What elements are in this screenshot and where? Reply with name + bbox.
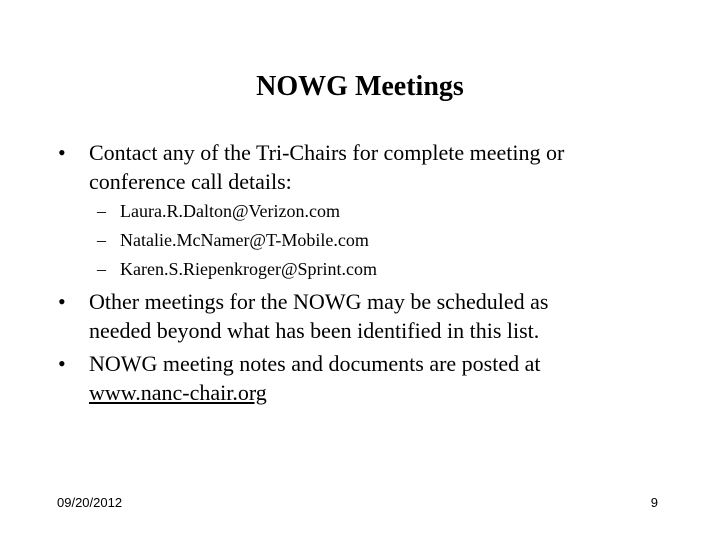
- bullet-contact-tri-chairs: [58, 138, 658, 196]
- bullet-text-line: Contact any of the Tri-Chairs for complete meeting or: [89, 140, 565, 165]
- dash-marker: –: [97, 201, 106, 221]
- page-number: 9: [650, 495, 658, 510]
- bullet-meeting-notes: [58, 349, 658, 407]
- contact-item-riepenkroger: [97, 258, 377, 280]
- contact-email: Laura.R.Dalton@Verizon.com: [120, 201, 341, 221]
- bullet-text-line: conference call details:: [89, 169, 292, 194]
- bullet-text-line: Other meetings for the NOWG may be scheduled as: [89, 289, 549, 314]
- contact-email: Natalie.McNamer@T-Mobile.com: [120, 230, 369, 250]
- contact-email: Karen.S.Riepenkroger@Sprint.com: [120, 259, 378, 279]
- bullet-other-meetings: [58, 287, 658, 345]
- dash-marker: –: [97, 259, 106, 279]
- slide-title: NOWG Meetings: [256, 71, 464, 102]
- bullet-text-line: NOWG meeting notes and documents are posted at: [89, 351, 541, 376]
- nanc-chair-link[interactable]: www.nanc-chair.org: [89, 380, 267, 405]
- bullet-marker: •: [58, 140, 66, 165]
- contact-item-dalton: [97, 200, 340, 222]
- dash-marker: –: [97, 230, 106, 250]
- bullet-text-line: needed beyond what has been identified in this list.: [89, 318, 540, 343]
- bullet-marker: •: [58, 351, 66, 376]
- contact-item-mcnamer: [97, 229, 369, 251]
- bullet-marker: •: [58, 289, 66, 314]
- footer-date: 09/20/2012: [57, 495, 123, 510]
